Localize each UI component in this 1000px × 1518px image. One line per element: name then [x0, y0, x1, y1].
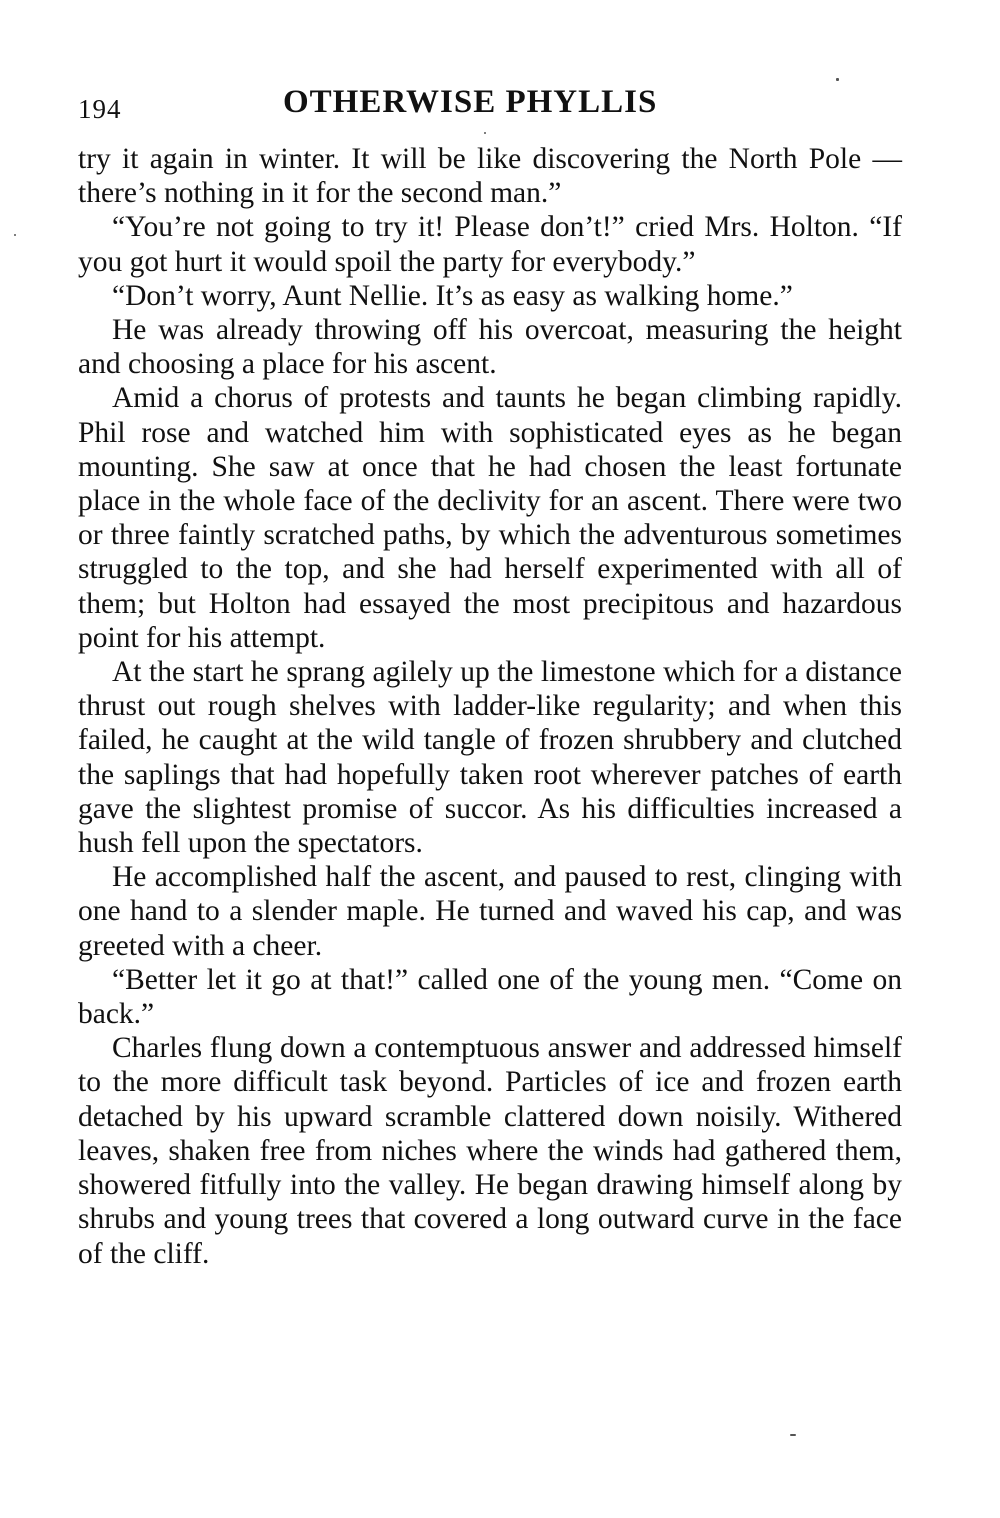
- page-header: [78, 80, 902, 128]
- page-number: 194: [78, 94, 122, 124]
- running-title: OTHERWISE PHYLLIS: [283, 84, 658, 120]
- paragraph: try it again in winter. It will be like discovering the North Pole — there’s nothing in it for the second man.”: [78, 143, 902, 210]
- paragraph: Charles flung down a contemptuous answer and addressed himself to the more difficult task beyond. Particles of ice and frozen earth detached by his upward scramble clattered down noisily. Withered leaves, shaken free from niches where the winds had gathered them, showered fitfully into the valley. He began drawing himself along by shrubs and young trees that covered a long outward curve in the face of the cliff.: [78, 1032, 902, 1270]
- scan-speck: [790, 1434, 796, 1436]
- paragraph: “Better let it go at that!” called one of the young men. “Come on back.”: [78, 963, 902, 1031]
- paragraph: Amid a chorus of protests and taunts he began climbing rapidly. Phil rose and watched him with sophisticated eyes as he began mounting. She saw at once that he had chosen the least fortunate place in the whole face of the declivity for an ascent. There were two or three faintly scratched paths, by which the adventurous sometimes struggled to the top, and she had herself experimented with all of them; but Holton had essayed the most precipitous and hazardous point for his attempt.: [78, 382, 902, 654]
- scan-speck: [836, 78, 839, 81]
- scan-speck: [14, 234, 16, 236]
- paragraph: He accomplished half the ascent, and paused to rest, clinging with one hand to a slender maple. He turned and waved his cap, and was greeted with a cheer.: [78, 861, 902, 962]
- paragraph: “You’re not going to try it! Please don’t!” cried Mrs. Holton. “If you got hurt it would spoil the party for everybody.”: [78, 211, 902, 278]
- body-text: [78, 142, 902, 1271]
- scan-speck: [484, 132, 486, 134]
- paragraph: He was already throwing off his overcoat, measuring the height and choosing a place for his ascent.: [78, 314, 902, 381]
- paragraph: “Don’t worry, Aunt Nellie. It’s as easy as walking home.”: [112, 279, 793, 312]
- paragraph: At the start he sprang agilely up the limestone which for a distance thrust out rough shelves with ladder-like regularity; and when this failed, he caught at the wild tangle of frozen shrubbery and clutched the saplings that had hopefully taken root wherever patches of earth gave the slightest promise of succor. As his difficulties increased a hush fell upon the spectators.: [78, 656, 902, 860]
